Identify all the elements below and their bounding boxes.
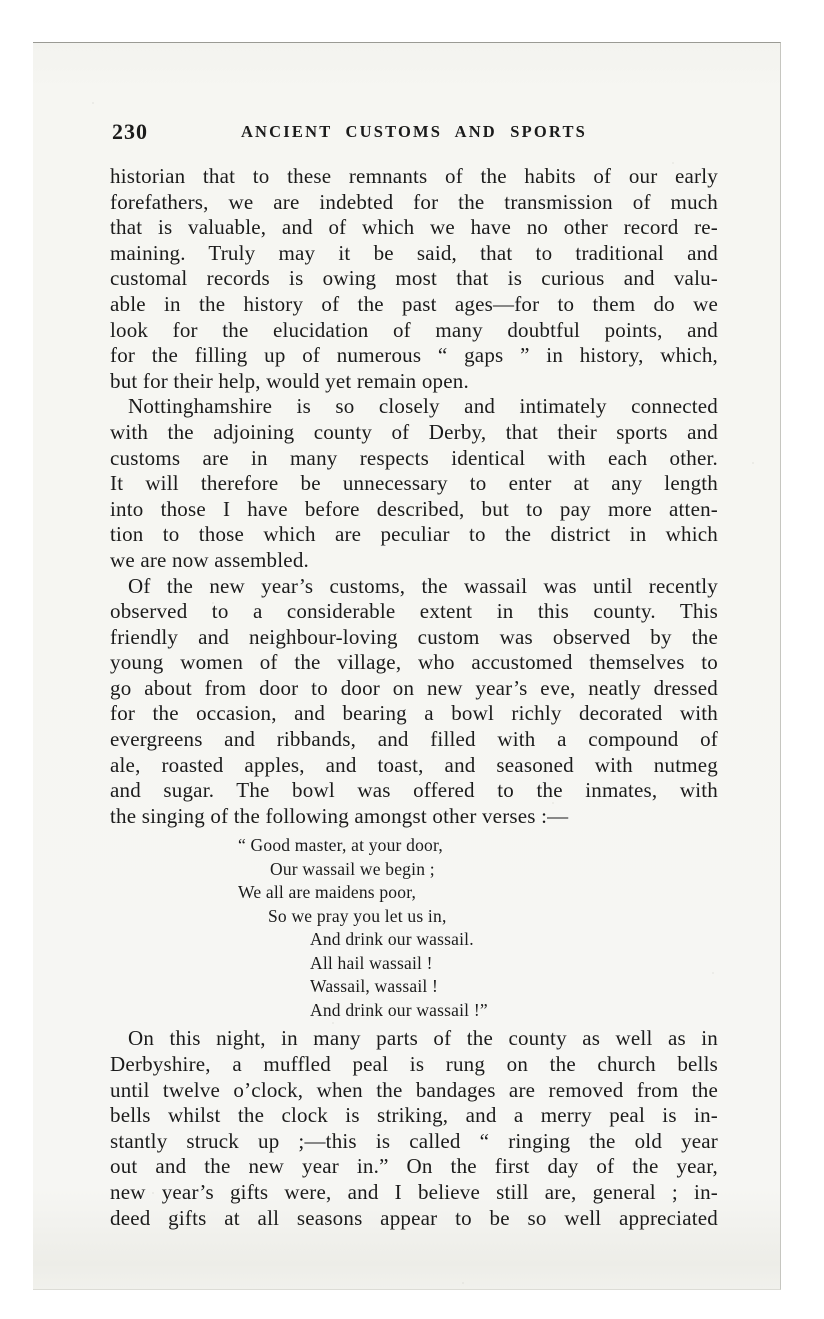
page-content <box>110 119 718 1231</box>
text-line: forefathers, we are indebted for the transmission of much <box>110 189 718 214</box>
body-paragraph <box>110 394 718 573</box>
text-line: look for the elucidation of many doubtful points, and <box>110 317 718 342</box>
text-line: the singing of the following amongst other verses :— <box>110 803 569 828</box>
text-line: observed to a considerable extent in this county. This <box>110 599 718 624</box>
text-line: customal records is owing most that is curious and valu- <box>110 266 718 291</box>
verse-line: And drink our wassail. <box>310 929 474 950</box>
text-line: ale, roasted apples, and toast, and seasoned with nutmeg <box>110 752 718 777</box>
text-line: evergreens and ribbands, and filled with a compound of <box>110 727 718 752</box>
text-line: we are now assembled. <box>110 547 309 572</box>
text-line: maining. Truly may it be said, that to traditional and <box>110 240 718 265</box>
body-paragraph <box>110 164 718 394</box>
verse-line: “ Good master, at your door, <box>238 835 443 856</box>
page-header <box>110 119 718 145</box>
text-line: out and the new year in.” On the first day of the year, <box>110 1154 718 1179</box>
text-line: customs are in many respects identical with each other. <box>110 445 718 470</box>
verse-line: Our wassail we begin ; <box>270 858 435 879</box>
text-line: friendly and neighbour-loving custom was observed by the <box>110 624 718 649</box>
verse-block <box>238 834 718 1022</box>
verse-line: All hail wassail ! <box>310 952 433 973</box>
body-paragraph <box>110 574 718 830</box>
text-line: for the filling up of numerous “ gaps ” in history, which, <box>110 343 718 368</box>
verse-line: So we pray you let us in, <box>268 905 447 926</box>
text-line: It will therefore be unnecessary to enter at any length <box>110 471 718 496</box>
text-line: until twelve o’clock, when the bandages are removed from the <box>110 1077 718 1102</box>
verse-line: Wassail, wassail ! <box>310 976 439 997</box>
text-line: deed gifts at all seasons appear to be so well appreciated <box>110 1205 718 1230</box>
text-line: for the occasion, and bearing a bowl richly decorated with <box>110 701 718 726</box>
text-line: stantly struck up ;—this is called “ ringing the old year <box>110 1128 718 1153</box>
verse-line: And drink our wassail !” <box>310 999 488 1020</box>
text-line: bells whilst the clock is striking, and a merry peal is in- <box>110 1103 718 1128</box>
text-line: new year’s gifts were, and I believe still are, general ; in- <box>110 1180 718 1204</box>
text-line: Of the new year’s customs, the wassail was until recently <box>128 573 718 598</box>
text-line: able in the history of the past ages—for to them do we <box>110 291 718 316</box>
body-paragraph <box>110 1026 718 1231</box>
text-line: with the adjoining county of Derby, that their sports and <box>110 419 718 444</box>
text-line: tion to those which are peculiar to the district in which <box>110 522 718 547</box>
text-line: but for their help, would yet remain open. <box>110 368 469 393</box>
verse-line: We all are maidens poor, <box>238 882 417 903</box>
page-number: 230 <box>112 119 148 144</box>
running-header: ANCIENT CUSTOMS AND SPORTS <box>240 122 588 141</box>
page-body <box>110 164 718 1231</box>
text-line: historian that to these remnants of the habits of our early <box>110 164 718 188</box>
text-line: young women of the village, who accustomed themselves to <box>110 650 718 675</box>
text-line: On this night, in many parts of the county as well as in <box>128 1026 718 1051</box>
text-line: and sugar. The bowl was offered to the inmates, with <box>110 778 718 803</box>
text-line: go about from door to door on new year’s eve, neatly dressed <box>110 675 718 700</box>
text-line: into those I have before described, but to pay more atten- <box>110 496 718 521</box>
book-page <box>33 42 781 1290</box>
text-line: Nottinghamshire is so closely and intimately connected <box>128 394 718 419</box>
text-line: Derbyshire, a muffled peal is rung on the church bells <box>110 1052 718 1077</box>
text-line: that is valuable, and of which we have no other record re- <box>110 215 718 240</box>
